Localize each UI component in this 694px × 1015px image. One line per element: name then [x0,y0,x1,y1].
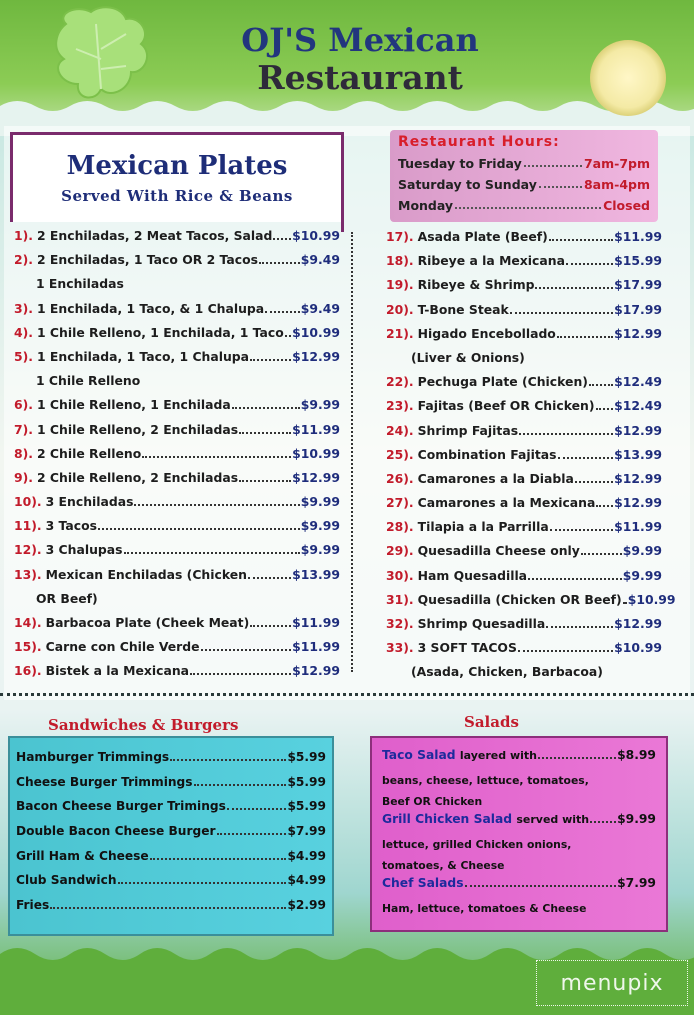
item-number: 33). [386,640,414,656]
item-name: Cheese Burger Trimmings [16,774,193,789]
menu-item [386,616,662,640]
item-name: 3 Enchiladas [45,494,134,510]
item-number: 20). [386,301,414,317]
dot-leader [549,239,613,241]
item-price: $12.99 [614,325,662,341]
salad-item [382,748,656,770]
salad-note: served with [516,813,590,826]
menu-item [386,471,662,495]
sandwich-item [16,849,326,874]
item-number: 17). [386,229,414,244]
item-number: 25). [386,446,414,462]
item-name: Camarones a la Mexicana [417,495,596,511]
dot-leader [118,882,287,884]
menu-item [14,542,340,566]
dot-leader [190,673,291,675]
menu-item [14,494,340,518]
menu-item [14,615,340,639]
item-name: Combination Fajitas [417,446,557,462]
dot-leader [550,529,613,531]
dot-leader [465,885,617,887]
dot-leader [239,432,291,434]
item-price: $12.49 [614,398,662,414]
cucumber-slice-icon [590,40,666,116]
item-number: 29). [386,543,414,559]
plates-list-right [386,229,676,689]
dot-leader [519,433,613,435]
menu-item-continuation [386,350,662,374]
hours-row [398,177,650,192]
dot-leader [124,552,300,554]
salads-box [370,736,668,932]
sandwich-item [16,799,326,824]
item-price: $4.99 [287,873,326,888]
item-price: $11.99 [292,615,340,630]
item-price: $10.99 [614,640,662,656]
dot-leader [134,504,299,506]
item-price: $10.99 [292,445,340,461]
item-number: 1). [14,228,33,243]
item-number: 28). [386,519,414,535]
item-number: 12). [14,542,42,558]
salad-item [382,812,656,834]
item-price: $17.99 [614,301,662,317]
lettuce-leaf-icon [46,4,156,104]
item-number: 26). [386,470,414,486]
sandwiches-box [8,736,334,936]
hours-days: Tuesday to Friday [398,156,522,171]
dot-leader [539,177,582,188]
item-number: 6). [14,397,33,413]
item-name: Bistek a la Mexicana [45,663,190,679]
menu-item [386,568,662,592]
item-number: 10). [14,494,42,510]
sandwich-item [16,873,326,898]
menu-item-continuation [14,276,340,300]
dot-leader [596,408,614,410]
dot-leader [248,577,291,579]
title-line-1: OJ'S Mexican [241,21,479,59]
hours-time: 8am-4pm [583,177,650,192]
menu-item [14,518,340,542]
item-name-continued: (Asada, Chicken, Barbacoa) [411,664,603,680]
menu-item [14,470,340,494]
dot-leader [239,480,291,482]
item-name-continued: 1 Chile Relleno [36,373,141,389]
item-price: $12.99 [614,470,662,486]
item-price: $9.99 [622,567,662,583]
menu-item [386,326,662,350]
item-price: $12.49 [614,374,662,390]
menu-item [386,447,662,471]
item-price: $11.99 [292,639,340,655]
item-price: $9.49 [300,300,340,316]
item-name: Shrimp Quesadilla [417,616,546,631]
item-name: Shrimp Fajitas [417,422,519,438]
dot-leader [575,481,613,483]
salad-description: Beef OR Chicken [382,795,483,808]
watermark: menupix [536,960,688,1006]
item-price: $5.99 [287,774,326,789]
menu-item [14,639,340,663]
item-price: $5.99 [287,750,326,764]
item-name: 1 Chile Relleno, 1 Enchilada [37,397,231,413]
item-number: 31). [386,591,414,607]
menu-item [14,567,340,591]
item-number: 18). [386,253,414,269]
item-price: $11.99 [614,519,662,535]
dot-leader [558,457,614,459]
dot-leader [170,759,286,761]
item-name: Grill Ham & Cheese [16,848,149,863]
item-name: 3 SOFT TACOS [417,640,517,656]
dot-leader [250,625,291,627]
dot-leader [259,262,300,264]
item-name: Fries [16,898,50,913]
item-number: 19). [386,277,414,293]
item-price: $17.99 [614,277,662,293]
menu-item [386,543,662,567]
item-name: Quesadilla Cheese only [417,543,580,559]
item-number: 9). [14,469,33,485]
item-price: $9.99 [300,397,340,413]
item-price: $12.99 [614,422,662,438]
salad-note: layered with [459,749,537,762]
dot-leader [566,263,613,265]
menu-item [386,374,662,398]
hours-time: 7am-7pm [583,156,650,171]
menu-item [386,398,662,422]
salad-description: lettuce, grilled Chicken onions, [382,838,572,851]
item-number: 4). [14,324,33,340]
dot-leader [455,198,601,209]
item-name: Ribeye & Shrimp [417,277,535,293]
sandwiches-title: Sandwiches & Burgers [48,716,239,734]
item-name: Asada Plate (Beef) [417,229,548,244]
hours-days: Saturday to Sunday [398,177,537,192]
menu-item-continuation [386,664,662,688]
item-price: $13.99 [614,446,662,462]
salad-description: Ham, lettuce, tomatoes & Cheese [382,902,587,915]
item-number: 5). [14,348,33,364]
item-name-continued: 1 Enchiladas [36,276,124,292]
item-number: 7). [14,421,33,437]
mexican-plates-subtitle: Served With Rice & Beans [61,187,293,205]
menu-item [14,252,340,276]
item-price: $12.99 [292,663,340,679]
dot-leader [524,156,582,167]
item-price: $7.99 [617,876,656,890]
dot-leader [557,336,613,338]
item-number: 27). [386,495,414,511]
item-name: 2 Enchiladas, 1 Taco OR 2 Tacos [37,252,258,268]
dot-leader [98,528,300,530]
sandwich-item [16,775,326,800]
item-name: Barbacoa Plate (Cheek Meat) [45,615,250,630]
menu-item [14,397,340,421]
dot-leader [194,784,287,786]
item-number: 24). [386,422,414,438]
dot-leader [518,650,613,652]
item-name: Club Sandwich [16,873,117,888]
menu-item [14,325,340,349]
dot-leader [150,858,287,860]
item-number: 22). [386,374,414,390]
dot-leader [250,359,291,361]
restaurant-title [200,22,520,97]
mexican-plates-title: Mexican Plates [66,151,288,181]
menu-item [386,253,662,277]
menu-item-continuation [14,591,340,615]
dot-leader [581,553,622,555]
item-price: $4.99 [287,848,326,863]
dot-leader [232,407,300,409]
section-divider [0,693,694,696]
item-price: $9.99 [300,518,340,534]
dot-leader [528,578,622,580]
item-price: $11.99 [292,421,340,437]
item-name: 2 Chile Relleno [37,445,142,461]
item-name: Pechuga Plate (Chicken) [417,374,588,390]
item-name: 1 Enchilada, 1 Taco, 1 Chalupa [37,348,250,364]
item-number: 16). [14,663,42,679]
item-name: 3 Chalupas [45,542,123,558]
menu-item [386,591,676,616]
salad-item [382,876,656,898]
restaurant-hours-box [390,130,658,222]
item-name: Ribeye a la Mexicana [417,253,565,269]
item-name: 2 Chile Relleno, 2 Enchiladas [37,469,239,485]
item-name: Mexican Enchiladas (Chicken [45,566,247,582]
menu-item [14,663,340,687]
menu-item [386,302,662,326]
hours-title: Restaurant Hours: [398,134,560,150]
item-name [382,748,537,762]
item-name: Camarones a la Diabla [417,470,574,486]
item-number: 23). [386,398,414,414]
item-name: 1 Chile Relleno, 1 Enchilada, 1 Taco [37,324,284,340]
item-name: Higado Encebollado [417,325,556,341]
plates-list-left [14,228,340,688]
menu-item-continuation [14,373,340,397]
item-number: 13). [14,566,42,582]
item-name: 2 Enchiladas, 2 Meat Tacos, Salad [37,228,273,243]
item-price: $12.99 [292,469,340,485]
salad-description: tomatoes, & Cheese [382,859,505,872]
item-price: $5.99 [287,799,326,814]
item-number: 14). [14,615,42,630]
salad-name: Taco Salad [382,748,456,762]
dot-leader [590,821,616,823]
item-price: $9.49 [300,252,340,268]
menu-item [386,423,662,447]
dot-leader [50,907,286,909]
item-name: Hamburger Trimmings [16,750,170,764]
title-line-2: Restaurant [257,57,463,97]
menu-item [386,640,662,664]
menu-item [386,229,662,253]
item-price: $9.99 [300,542,340,558]
sandwich-item [16,824,326,849]
salad-name: Grill Chicken Salad [382,812,513,826]
dot-leader [142,456,291,458]
menu-item [14,422,340,446]
item-name: Fajitas (Beef OR Chicken) [417,398,595,414]
menu-item [14,446,340,470]
item-number: 3). [14,300,33,316]
item-name [382,812,589,826]
item-price: $7.99 [287,824,326,839]
item-name: T-Bone Steak [417,301,509,317]
item-name: Quesadilla (Chicken OR Beef) [417,591,622,607]
item-name: Bacon Cheese Burger Trimings [16,799,226,814]
item-price: $12.99 [614,616,662,631]
item-name: 3 Tacos [45,518,98,534]
item-name: Carne con Chile Verde [45,639,200,655]
salad-description: beans, cheese, lettuce, tomatoes, [382,774,589,787]
dot-leader [538,757,616,759]
item-name-continued: OR Beef) [36,590,98,606]
item-name: 1 Enchilada, 1 Taco, & 1 Chalupa [37,300,265,316]
item-price: $12.99 [614,495,662,511]
item-price: $11.99 [614,229,662,244]
dot-leader [227,808,287,810]
menu-item [386,495,662,519]
item-price: $2.99 [287,898,326,913]
item-name-continued: (Liver & Onions) [411,349,525,365]
hours-row [398,156,650,171]
item-name: Tilapia a la Parrilla [417,519,549,535]
item-number: 8). [14,445,33,461]
item-name [382,876,464,890]
item-name: Ham Quesadilla [417,567,528,583]
dot-leader [546,626,613,628]
column-divider [351,232,353,672]
mexican-plates-heading-box [10,132,344,222]
item-price: $10.99 [292,324,340,340]
item-number: 15). [14,639,42,655]
item-name: 1 Chile Relleno, 2 Enchiladas [37,421,239,437]
item-price: $9.99 [300,494,340,510]
dot-leader [201,649,292,651]
item-price: $8.99 [617,748,656,762]
item-price: $10.99 [292,228,340,243]
item-price: $13.99 [292,566,340,582]
item-number: 30). [386,567,414,583]
item-price: $9.99 [617,812,656,826]
dot-leader [510,312,613,314]
sandwich-item [16,898,326,923]
item-number: 11). [14,518,42,534]
hours-time: Closed [603,198,650,213]
dot-leader [623,602,627,604]
sandwich-item [16,750,326,775]
dot-leader [589,384,613,386]
menu-item [14,349,340,373]
menu-item [14,228,340,252]
dot-leader [273,238,291,240]
salads-title: Salads [464,713,519,731]
item-number: 32). [386,616,414,631]
item-name: Double Bacon Cheese Burger [16,824,216,839]
hours-days: Monday [398,198,454,213]
item-number: 21). [386,325,414,341]
dot-leader [285,335,291,337]
menu-item [14,301,340,325]
item-price: $9.99 [622,543,662,559]
item-number: 2). [14,252,33,268]
dot-leader [217,833,287,835]
salad-name: Chef Salads [382,876,464,890]
dot-leader [596,505,613,507]
dot-leader [535,287,613,289]
menu-item [386,519,662,543]
dot-leader [265,311,300,313]
menu-item [386,277,662,301]
item-price: $15.99 [614,253,662,269]
item-price: $10.99 [627,591,676,607]
item-price: $12.99 [292,348,340,364]
hours-row [398,198,650,213]
